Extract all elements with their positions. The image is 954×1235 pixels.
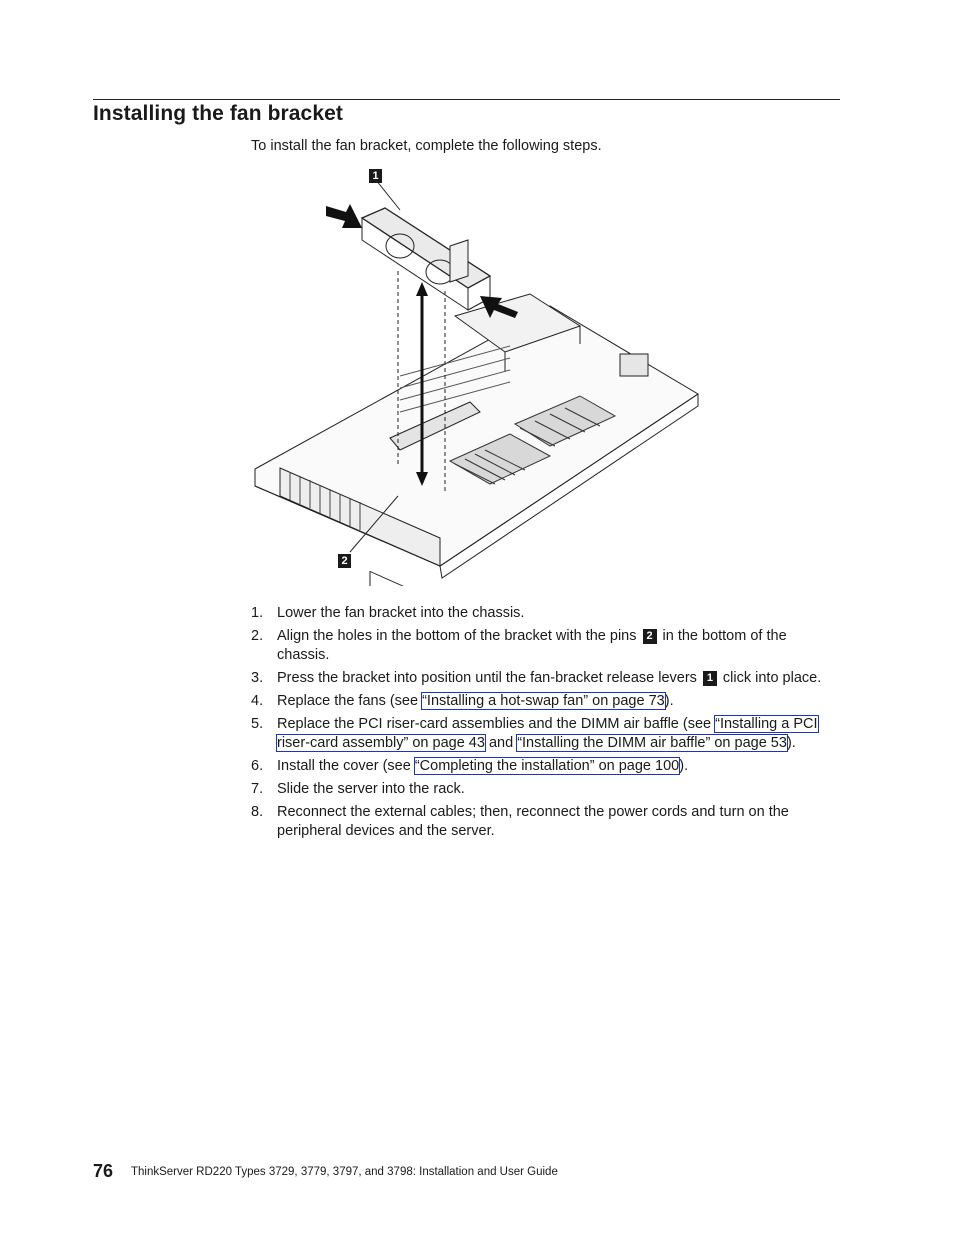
intro-text: To install the fan bracket, complete the following steps.: [251, 138, 602, 154]
link-hot-swap-fan[interactable]: “Installing a hot-swap fan” on page 73: [422, 693, 665, 709]
steps-list: [251, 604, 841, 845]
step-number: 3.: [251, 670, 264, 686]
heading-rule: [93, 99, 840, 100]
step-text: Press the bracket into position until the fan-bracket release levers: [277, 670, 697, 686]
step-number: 1.: [251, 605, 264, 621]
callout-2: 2: [338, 554, 351, 568]
step-number: 2.: [251, 628, 264, 644]
step-1: [251, 604, 841, 623]
step-text: in the bottom of the chassis.: [277, 628, 787, 663]
step-number: 8.: [251, 804, 264, 820]
step-text: Install the cover (see: [277, 758, 415, 774]
step-text: ).: [786, 735, 796, 751]
step-text: ).: [664, 693, 674, 709]
callout-badge-1: 1: [703, 671, 717, 686]
step-4: [251, 692, 841, 711]
fan-bracket-illustration: [250, 166, 710, 586]
link-completing-installation[interactable]: “Completing the installation” on page 100: [414, 758, 680, 774]
step-text: ).: [679, 758, 689, 774]
step-number: 4.: [251, 693, 264, 709]
step-number: 5.: [251, 716, 264, 732]
step-number: 6.: [251, 758, 264, 774]
step-7: [251, 780, 841, 799]
callout-1: 1: [369, 169, 382, 183]
step-text: Reconnect the external cables; then, reconnect the power cords and turn on the peripheral devices and the server.: [277, 804, 789, 839]
step-text: and: [484, 735, 518, 751]
step-6: [251, 757, 841, 776]
step-2: [251, 627, 841, 665]
step-text: Lower the fan bracket into the chassis.: [277, 605, 525, 621]
footer-title: ThinkServer RD220 Types 3729, 3779, 3797, and 3798: Installation and User Guide: [131, 1166, 558, 1178]
section-heading: Installing the fan bracket: [93, 102, 343, 125]
server-chassis-drawing: [250, 166, 710, 586]
step-5: [251, 715, 841, 753]
step-8: [251, 803, 841, 841]
step-3: [251, 669, 841, 688]
link-pci-riser-card[interactable]: “Installing a PCI riser-card assembly” on page 43: [277, 716, 818, 751]
page-number: 76: [93, 1161, 114, 1181]
step-text: Slide the server into the rack.: [277, 781, 465, 797]
step-text: Replace the PCI riser-card assemblies and the DIMM air baffle (see: [277, 716, 716, 732]
callout-badge-2: 2: [643, 629, 657, 644]
step-text: Replace the fans (see: [277, 693, 423, 709]
step-text: click into place.: [722, 670, 822, 686]
link-dimm-air-baffle[interactable]: “Installing the DIMM air baffle” on page 53: [517, 735, 787, 751]
step-text: Align the holes in the bottom of the bracket with the pins: [277, 628, 637, 644]
step-number: 7.: [251, 781, 264, 797]
